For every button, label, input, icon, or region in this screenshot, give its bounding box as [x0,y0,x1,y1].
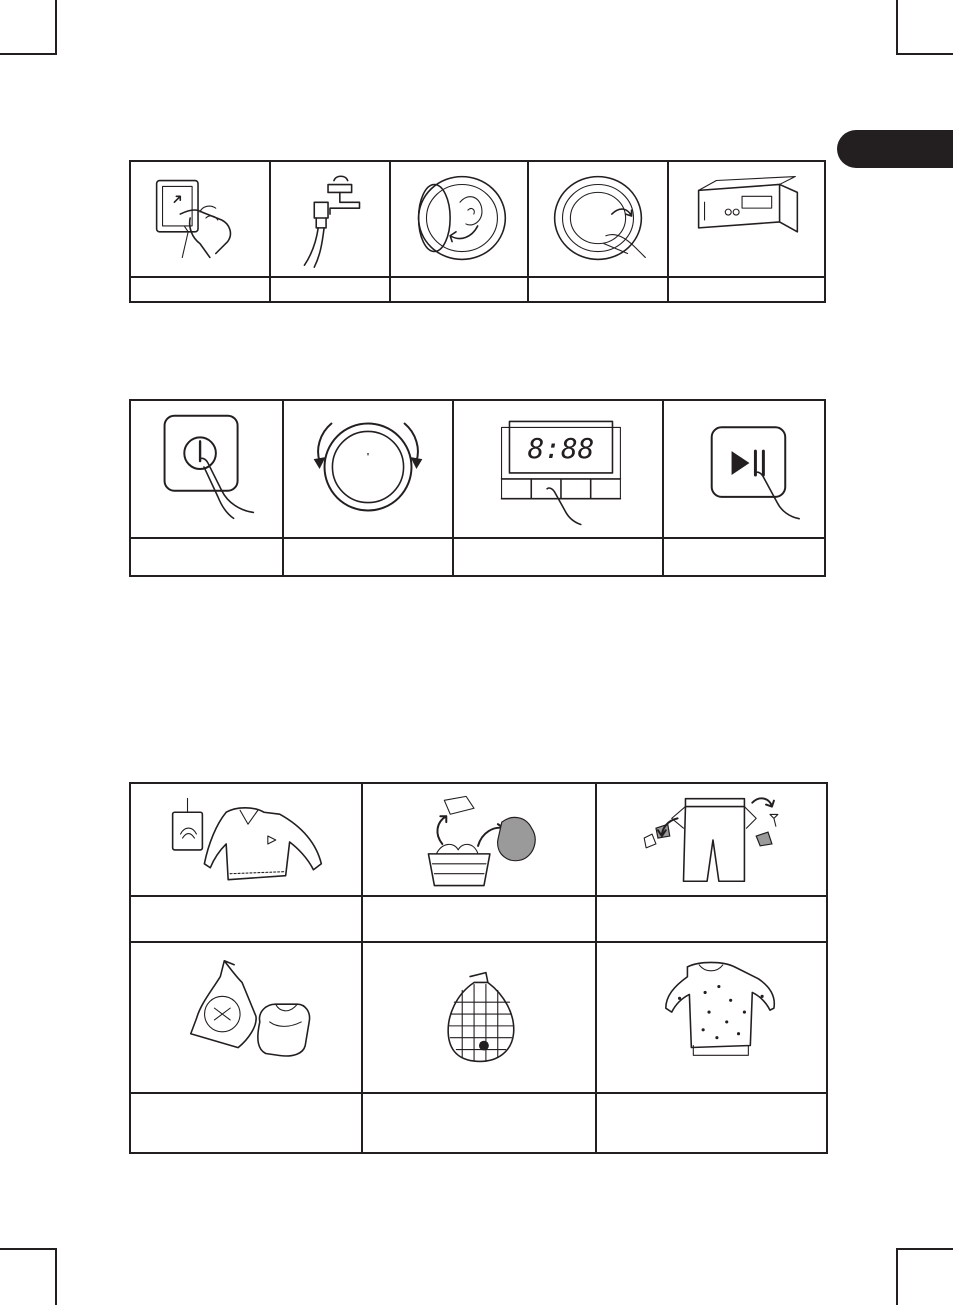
crop-mark [896,0,898,55]
laundry-preparation-table [129,782,828,1154]
caption-cell [391,276,529,301]
close-door-icon [529,162,669,276]
caption-cell [284,537,454,575]
display-readout: 8:88 [527,432,595,466]
caption-cell [529,276,669,301]
care-label-sweater-icon [131,784,363,895]
crop-mark [55,1248,57,1305]
caption-cell [363,895,597,941]
caption-cell [669,276,824,301]
open-drum-door-icon [391,162,529,276]
caption-cell [597,1092,826,1152]
caption-cell [131,276,271,301]
caption-cell [454,537,664,575]
caption-cell [271,276,391,301]
crop-mark [896,53,953,55]
caption-cell [363,1092,597,1152]
control-steps-table [129,399,826,577]
caption-cell [131,895,363,941]
fasten-zips-icon [131,941,363,1092]
caption-cell [131,1092,363,1152]
installation-steps-table [129,160,826,303]
detergent-drawer-icon [669,162,824,276]
power-button-icon [131,401,284,537]
empty-pockets-icon [597,784,826,895]
crop-mark [896,1248,898,1305]
crop-mark [896,1248,953,1250]
sort-laundry-basket-icon [363,784,597,895]
crop-mark [0,53,55,55]
caption-cell [664,537,824,575]
crop-mark [0,1248,55,1250]
display-panel-icon [454,401,664,537]
laundry-net-bag-icon [363,941,597,1092]
start-pause-button-icon [664,401,824,537]
plug-into-socket-icon [131,162,271,276]
caption-cell [597,895,826,941]
water-tap-hose-icon [271,162,391,276]
caption-cell [131,537,284,575]
inside-out-garment-icon [597,941,826,1092]
language-tab [837,130,953,168]
program-dial-icon [284,401,454,537]
crop-mark [55,0,57,55]
